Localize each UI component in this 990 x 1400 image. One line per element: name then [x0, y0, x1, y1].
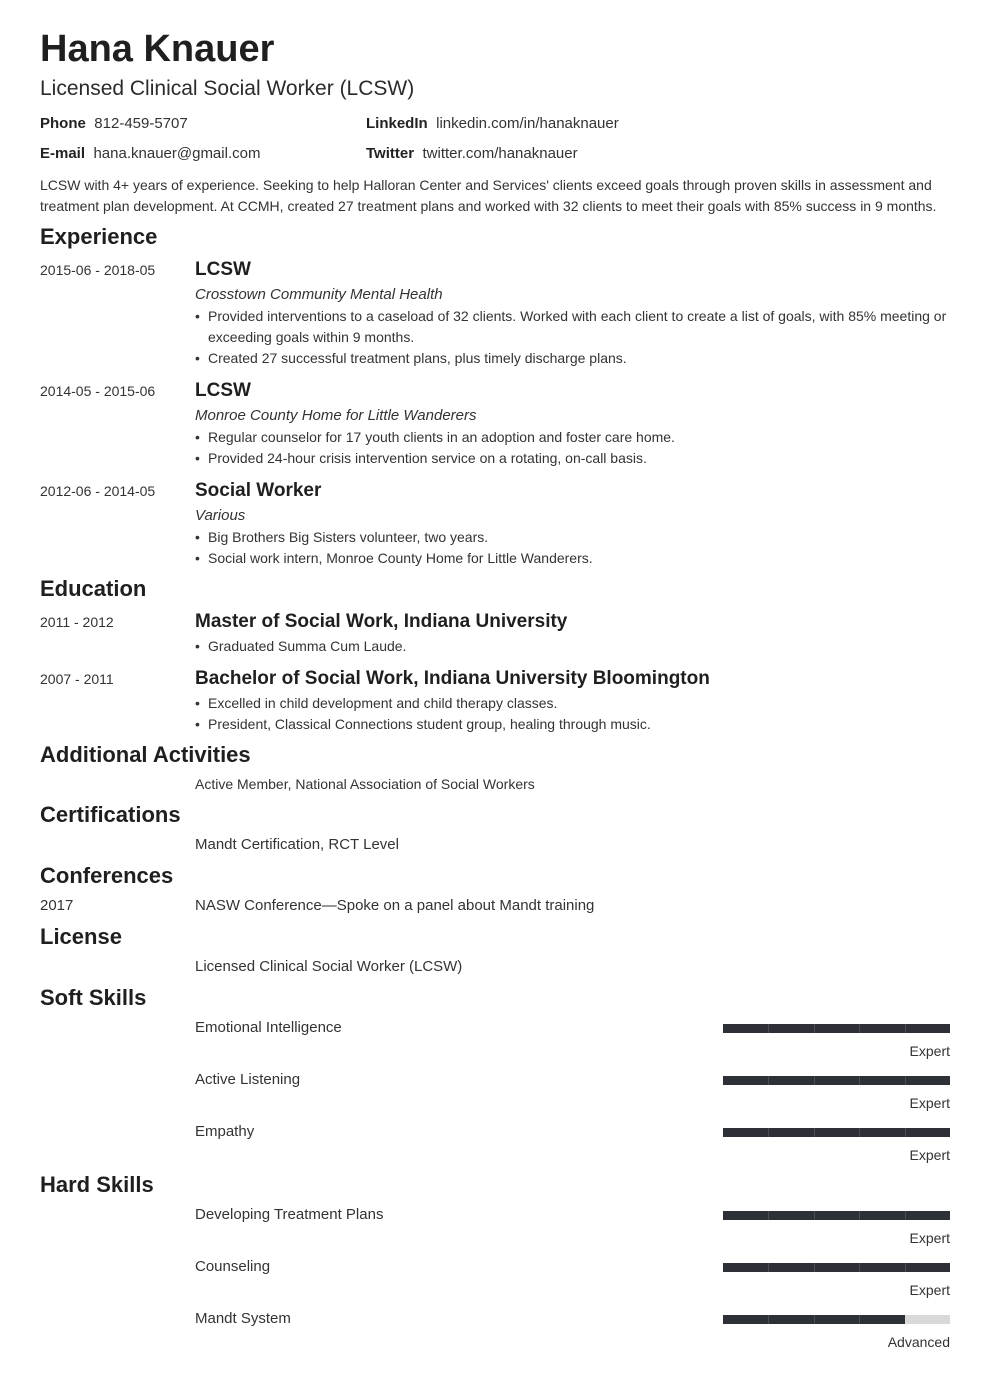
- skill-level: Expert: [909, 1043, 950, 1059]
- skill-bar-fill: [723, 1128, 950, 1137]
- skill-bar-divider: [768, 1024, 769, 1033]
- skill-bar-divider: [768, 1076, 769, 1085]
- education-dates: 2007 - 2011: [40, 671, 114, 687]
- skill-bar-fill: [723, 1211, 950, 1220]
- skill-bar-fill: [723, 1076, 950, 1085]
- skill-name: Mandt System: [195, 1310, 291, 1327]
- skill-bar-divider: [768, 1263, 769, 1272]
- skill-level: Expert: [909, 1230, 950, 1246]
- skill-bar-divider: [905, 1128, 906, 1137]
- skill-bar-divider: [859, 1076, 860, 1085]
- job-bullet: • Created 27 successful treatment plans, plus timely discharge plans.: [195, 348, 963, 369]
- experience-heading: Experience: [40, 224, 158, 249]
- skill-bar-divider: [859, 1024, 860, 1033]
- skill-bar-fill: [723, 1263, 950, 1272]
- conference-year: 2017: [40, 897, 74, 914]
- skill-name: Counseling: [195, 1258, 271, 1275]
- job-bullet: • Provided 24-hour crisis intervention service on a rotating, on-call basis.: [195, 448, 963, 469]
- twitter-link[interactable]: twitter.com/hanaknauer: [422, 145, 578, 162]
- license-text: Licensed Clinical Social Worker (LCSW): [195, 958, 463, 975]
- job-dates: 2014-05 - 2015-06: [40, 383, 156, 399]
- skill-bar-divider: [814, 1211, 815, 1220]
- skill-bar-divider: [768, 1315, 769, 1324]
- candidate-title: Licensed Clinical Social Worker (LCSW): [40, 77, 415, 100]
- skill-bar-divider: [814, 1263, 815, 1272]
- hard-skills-heading: Hard Skills: [40, 1172, 154, 1197]
- skill-bar: [723, 1315, 950, 1324]
- skill-name: Empathy: [195, 1123, 255, 1140]
- email-label: E-mail: [40, 145, 86, 162]
- education-dates: 2011 - 2012: [40, 614, 114, 630]
- skill-bar-divider: [814, 1024, 815, 1033]
- certifications-text: Mandt Certification, RCT Level: [195, 836, 399, 853]
- education-degree: Master of Social Work, Indiana University: [195, 611, 568, 632]
- job-title: LCSW: [195, 380, 251, 401]
- linkedin-row: [366, 114, 619, 134]
- skill-bar-fill: [723, 1024, 950, 1033]
- skill-level: Expert: [909, 1147, 950, 1163]
- skill-bar: [723, 1211, 950, 1220]
- skill-bar: [723, 1128, 950, 1137]
- skill-level: Expert: [909, 1282, 950, 1298]
- activities-text: Active Member, National Association of Social Workers: [195, 776, 535, 792]
- job-company: Crosstown Community Mental Health: [195, 286, 443, 303]
- phone-label: Phone: [40, 115, 86, 132]
- summary-text: LCSW with 4+ years of experience. Seeking to help Halloran Center and Services' clients exceed goals through proven skills in assessment and treatment plan development. At CCMH, created 27 treatment plans and worked with 32 clients to meet their goals with 85% success in 9 months.: [40, 177, 937, 214]
- conferences-heading: Conferences: [40, 863, 174, 888]
- skill-bar: [723, 1024, 950, 1033]
- twitter-row: [366, 144, 578, 164]
- job-bullet: • Social work intern, Monroe County Home for Little Wanderers.: [195, 548, 963, 569]
- skill-bar-divider: [905, 1211, 906, 1220]
- skill-bar-divider: [859, 1211, 860, 1220]
- job-bullet: • Regular counselor for 17 youth clients in an adoption and foster care home.: [195, 427, 963, 448]
- education-bullet: • Excelled in child development and child therapy classes.: [195, 693, 963, 714]
- skill-bar-divider: [768, 1128, 769, 1137]
- skill-name: Emotional Intelligence: [195, 1019, 342, 1036]
- skill-bar-divider: [814, 1128, 815, 1137]
- skill-bar-divider: [905, 1263, 906, 1272]
- job-title: Social Worker: [195, 480, 322, 501]
- job-dates: 2015-06 - 2018-05: [40, 262, 156, 278]
- certifications-heading: Certifications: [40, 802, 181, 827]
- skill-bar-divider: [859, 1315, 860, 1324]
- education-bullet: • President, Classical Connections student group, healing through music.: [195, 714, 963, 735]
- skill-bar-divider: [814, 1315, 815, 1324]
- skill-name: Developing Treatment Plans: [195, 1206, 384, 1223]
- linkedin-link[interactable]: linkedin.com/in/hanaknauer: [436, 115, 619, 132]
- skill-bar-divider: [905, 1024, 906, 1033]
- skill-bar-divider: [814, 1076, 815, 1085]
- skill-bar-divider: [859, 1263, 860, 1272]
- job-company: Monroe County Home for Little Wanderers: [195, 407, 477, 424]
- education-heading: Education: [40, 576, 147, 601]
- soft-skills-heading: Soft Skills: [40, 985, 147, 1010]
- skill-bar-divider: [768, 1211, 769, 1220]
- skill-name: Active Listening: [195, 1071, 301, 1088]
- conference-text: NASW Conference—Spoke on a panel about Mandt training: [195, 897, 595, 914]
- skill-level: Expert: [909, 1095, 950, 1111]
- job-title: LCSW: [195, 259, 251, 280]
- skill-bar: [723, 1263, 950, 1272]
- job-bullet: • Provided interventions to a caseload of 32 clients. Worked with each client to create a list of goals, with 85% meeting or exceeding goals within 9 months.: [195, 306, 963, 348]
- email-row: [40, 144, 260, 164]
- license-heading: License: [40, 924, 122, 949]
- skill-level: Advanced: [887, 1334, 950, 1350]
- job-dates: 2012-06 - 2014-05: [40, 483, 156, 499]
- linkedin-label: LinkedIn: [366, 115, 428, 132]
- phone-value: 812-459-5707: [94, 115, 188, 132]
- job-bullet: • Big Brothers Big Sisters volunteer, two years.: [195, 527, 963, 548]
- activities-heading: Additional Activities: [40, 742, 251, 767]
- education-degree: Bachelor of Social Work, Indiana University Bloomington: [195, 668, 710, 689]
- candidate-name: Hana Knauer: [40, 28, 275, 70]
- job-company: Various: [195, 507, 246, 524]
- twitter-label: Twitter: [366, 145, 415, 162]
- skill-bar: [723, 1076, 950, 1085]
- skill-bar-divider: [859, 1128, 860, 1137]
- phone-row: [40, 114, 188, 134]
- education-bullet: • Graduated Summa Cum Laude.: [195, 636, 963, 657]
- email-link[interactable]: hana.knauer@gmail.com: [93, 145, 261, 162]
- skill-bar-divider: [905, 1076, 906, 1085]
